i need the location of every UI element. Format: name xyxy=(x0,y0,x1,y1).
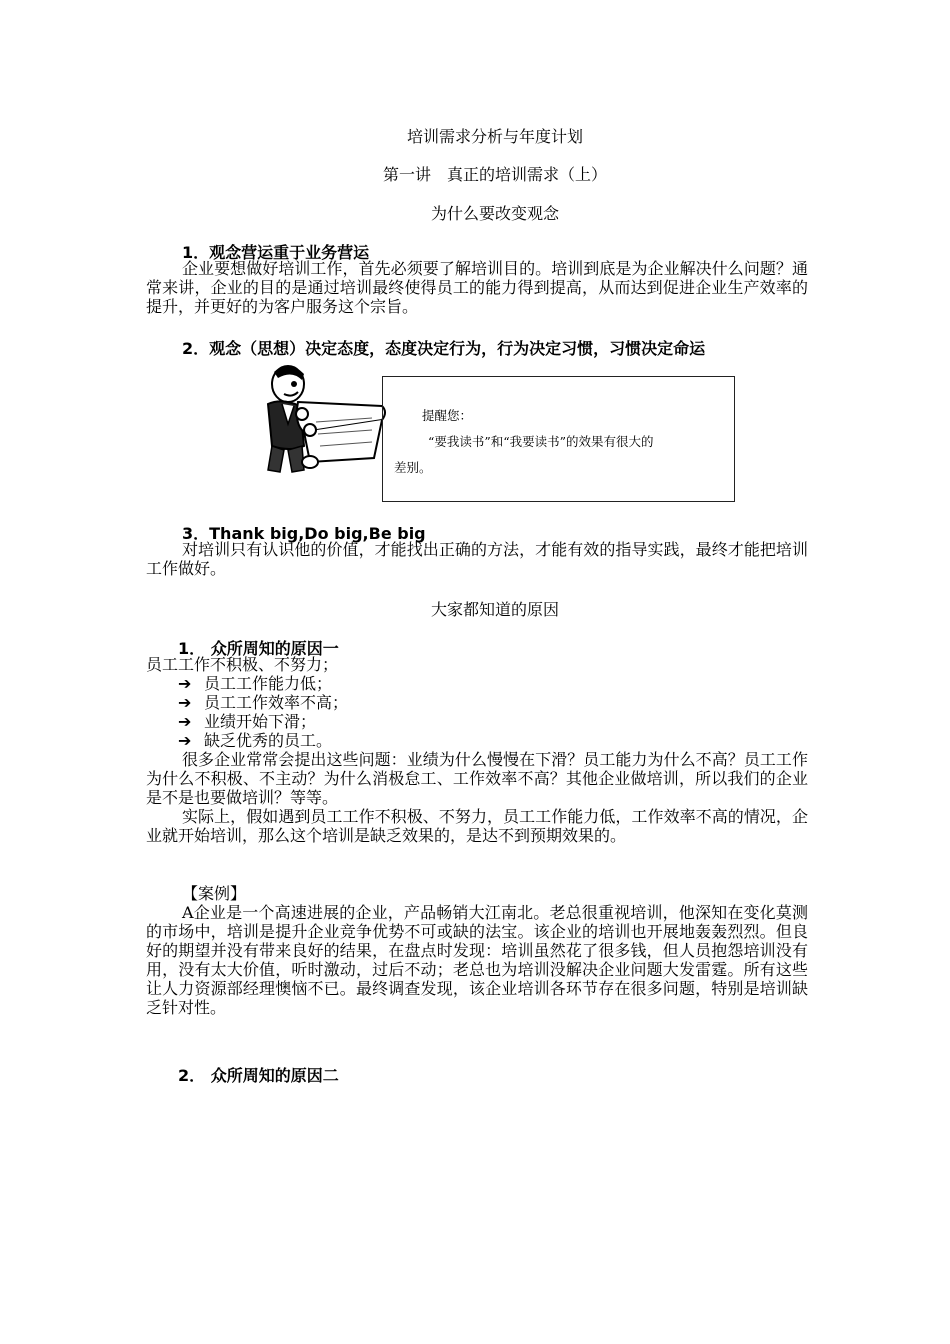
paragraph-3-text: 对培训只有认识他的价值，才能找出正确的方法，才能有效的指导实践，最终才能把培训工作做好。 xyxy=(146,540,808,578)
paragraph-4: 很多企业常常会提出这些问题：业绩为什么慢慢在下滑？员工能力为什么不高？员工工作为什么不积极、不主动？为什么消极怠工、工作效率不高？其他企业做培训，所以我们的企业是不是也要做培训？等等。 xyxy=(146,750,808,807)
case-text: A企业是一个高速进展的企业，产品畅销大江南北。老总很重视培训，他深知在变化莫测的市场中，培训是提升企业竞争优势不可或缺的法宝。该企业的培训也开展地轰轰烈烈。但良好的期望并没有带来良好的结果，在盘点时发现：培训虽然花了很多钱，但人员抱怨培训没有用，没有太大价值，听时激动，过后不动；老总也为培训没解决企业问题大发雷霆。所有这些让人力资源部经理懊恼不已。最终调查发现，该企业培训各环节存在很多问题，特别是培训缺乏针对性。 xyxy=(146,903,808,1017)
note-line-2: “要我读书”和“我要读书”的效果有很大的 xyxy=(428,434,654,449)
list-intro: 员工工作不积极、不努力； xyxy=(146,655,339,674)
note-line-1: 提醒您： xyxy=(422,408,473,423)
lecture-title: 第一讲 真正的培训需求（上） xyxy=(382,165,607,184)
reminder-note-box xyxy=(382,376,735,502)
reminder-note-text xyxy=(394,403,724,481)
section-title-change-mindset: 为什么要改变观念 xyxy=(430,204,559,223)
reasons-list xyxy=(146,655,808,845)
heading-2: 2．观念（思想）决定态度，态度决定行为，行为决定习惯，习惯决定命运 xyxy=(182,339,706,358)
arrow-icon: ➔ xyxy=(178,674,192,693)
paragraph-5: 实际上，假如遇到员工工作不积极、不努力，员工工作能力低，工作效率不高的情况，企业就开始培训，那么这个培训是缺乏效果的，是达不到预期效果的。 xyxy=(146,807,808,845)
man-with-scroll-illustration xyxy=(254,362,390,476)
note-line-3: 差别。 xyxy=(394,460,432,475)
case-label: 【案例】 xyxy=(182,884,247,903)
document-title: 培训需求分析与年度计划 xyxy=(406,127,583,146)
case-block xyxy=(146,884,808,1017)
heading-1: 1．观念营运重于业务营运 xyxy=(182,243,370,262)
list-item: ➔ 员工工作效率不高； xyxy=(178,693,349,712)
list-item: ➔ 业绩开始下滑； xyxy=(178,712,317,731)
note-box-bar xyxy=(382,377,389,501)
list-item: ➔ 员工工作能力低； xyxy=(178,674,333,693)
man-with-scroll-icon xyxy=(254,362,390,476)
heading-5: 2． 众所周知的原因二 xyxy=(178,1066,339,1085)
paragraph-1-text: 企业要想做好培训工作，首先必须要了解培训目的。培训到底是为企业解决什么问题？通常来讲，企业的目的是通过培训最终使得员工的能力得到提高，从而达到促进企业生产效率的提升，并更好的为客户服务这个宗旨。 xyxy=(146,259,808,316)
heading-4: 1． 众所周知的原因一 xyxy=(178,639,339,658)
arrow-icon: ➔ xyxy=(178,731,192,750)
arrow-icon: ➔ xyxy=(178,712,192,731)
list-item: ➔ 缺乏优秀的员工。 xyxy=(178,731,333,750)
arrow-icon: ➔ xyxy=(178,693,192,712)
heading-3: 3．Thank big,Do big,Be big xyxy=(182,524,426,543)
paragraph-3 xyxy=(146,540,808,578)
section-title-known-reasons: 大家都知道的原因 xyxy=(430,600,559,619)
paragraph-1 xyxy=(146,259,808,316)
